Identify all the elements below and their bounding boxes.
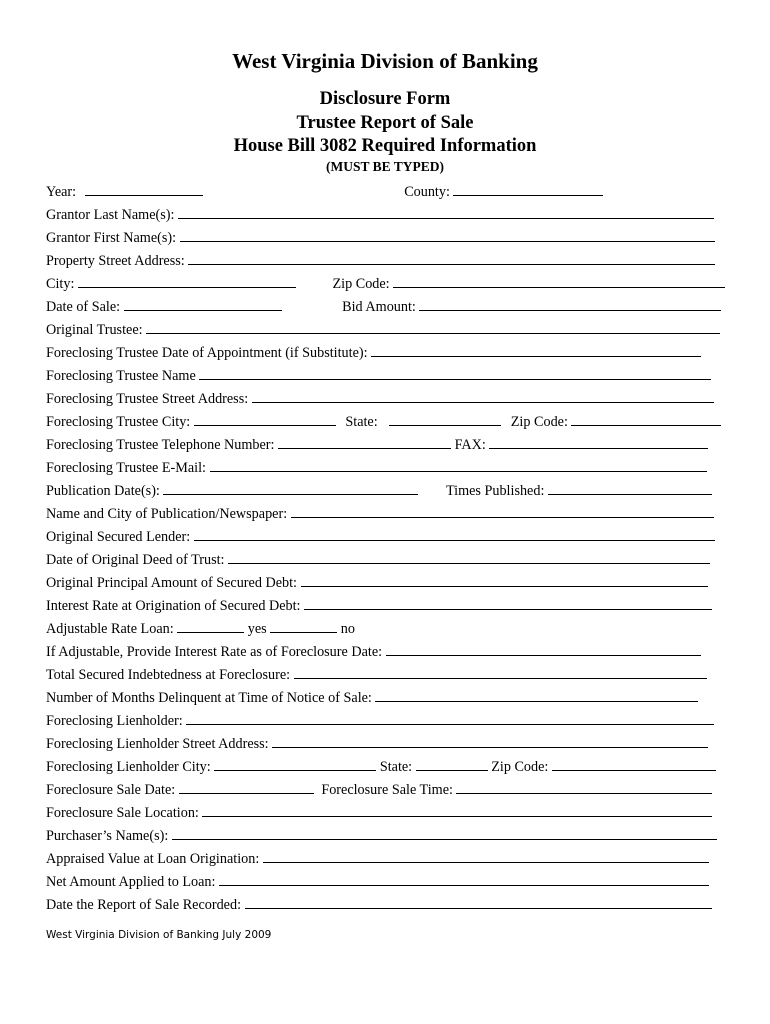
- row-fl-holder: [46, 711, 714, 729]
- row-orig-lender: [46, 527, 715, 545]
- if-adjustable-field[interactable]: [386, 642, 701, 656]
- fl-city-label: Foreclosing Lienholder City:: [46, 759, 211, 775]
- ft-state-label: State:: [345, 414, 378, 430]
- interest-rate-field[interactable]: [304, 596, 712, 610]
- row-ft-street: [46, 389, 714, 407]
- row-fl-street: [46, 734, 708, 752]
- row-city-zip: [46, 274, 725, 292]
- net-amount-field[interactable]: [219, 872, 709, 886]
- page-title: West Virginia Division of Banking: [232, 49, 538, 73]
- row-publication: [46, 481, 712, 499]
- ft-email-field[interactable]: [210, 458, 707, 472]
- year-field[interactable]: [85, 182, 203, 196]
- times-published-field[interactable]: [548, 481, 712, 495]
- county-label: County:: [404, 184, 450, 200]
- row-adjustable: [46, 619, 355, 637]
- grantor-first-field[interactable]: [180, 228, 715, 242]
- times-published-label: Times Published:: [445, 483, 545, 499]
- total-secured-label: Total Secured Indebtedness at Foreclosure:: [46, 667, 291, 683]
- ft-city-label: Foreclosing Trustee City:: [46, 414, 191, 430]
- name-city-pub-label: Name and City of Publication/Newspaper:: [46, 506, 288, 522]
- months-delinquent-label: Number of Months Delinquent at Time of Notice of Sale:: [46, 690, 372, 706]
- ft-email-label: Foreclosing Trustee E-Mail:: [46, 460, 206, 476]
- row-date-deed: [46, 550, 710, 568]
- ft-phone-label: Foreclosing Trustee Telephone Number:: [46, 437, 275, 453]
- months-delinquent-field[interactable]: [375, 688, 698, 702]
- interest-rate-label: Interest Rate at Origination of Secured Debt:: [46, 598, 301, 614]
- orig-lender-field[interactable]: [194, 527, 715, 541]
- ft-street-label: Foreclosing Trustee Street Address:: [46, 391, 249, 407]
- ft-street-field[interactable]: [252, 389, 714, 403]
- appraised-field[interactable]: [263, 849, 709, 863]
- fs-time-label: Foreclosure Sale Time:: [321, 782, 453, 798]
- fs-location-label: Foreclosure Sale Location:: [46, 805, 199, 821]
- zip-label: Zip Code:: [332, 276, 390, 292]
- grantor-last-field[interactable]: [178, 205, 714, 219]
- pub-dates-field[interactable]: [163, 481, 418, 495]
- fl-holder-field[interactable]: [186, 711, 714, 725]
- row-fs-date-time: [46, 780, 712, 798]
- ft-appointment-label: Foreclosing Trustee Date of Appointment (if Substitute):: [46, 345, 368, 361]
- row-appraised: [46, 849, 709, 867]
- row-net-amount: [46, 872, 709, 890]
- row-purchaser: [46, 826, 717, 844]
- ft-phone-field[interactable]: [278, 435, 451, 449]
- grantor-first-label: Grantor First Name(s):: [46, 230, 177, 246]
- orig-lender-label: Original Secured Lender:: [46, 529, 191, 545]
- row-ft-phone: [46, 435, 708, 453]
- ft-zip-field[interactable]: [571, 412, 721, 426]
- ft-name-label: Foreclosing Trustee Name: [46, 368, 196, 384]
- row-original-trustee: [46, 320, 720, 338]
- original-trustee-label: Original Trustee:: [46, 322, 143, 338]
- ft-state-field[interactable]: [389, 412, 501, 426]
- no-label: no: [340, 621, 355, 637]
- total-secured-field[interactable]: [294, 665, 707, 679]
- row-interest-rate: [46, 596, 712, 614]
- bid-amount-label: Bid Amount:: [342, 299, 416, 315]
- row-grantor-first: [46, 228, 715, 246]
- date-of-sale-label: Date of Sale:: [46, 299, 121, 315]
- city-field[interactable]: [78, 274, 296, 288]
- row-fs-location: [46, 803, 712, 821]
- row-fl-city: [46, 757, 716, 775]
- fl-state-field[interactable]: [416, 757, 488, 771]
- row-name-city-pub: [46, 504, 714, 522]
- city-label: City:: [46, 276, 75, 292]
- net-amount-label: Net Amount Applied to Loan:: [46, 874, 216, 890]
- ft-name-field[interactable]: [199, 366, 711, 380]
- row-ft-name: [46, 366, 711, 384]
- form-subtitle: Disclosure Form: [319, 89, 451, 109]
- fs-date-field[interactable]: [179, 780, 314, 794]
- fl-zip-label: Zip Code:: [491, 759, 549, 775]
- year-label: Year:: [46, 184, 77, 200]
- ft-city-field[interactable]: [194, 412, 336, 426]
- appraised-label: Appraised Value at Loan Origination:: [46, 851, 260, 867]
- date-deed-label: Date of Original Deed of Trust:: [46, 552, 225, 568]
- row-months-delinquent: [46, 688, 698, 706]
- county-field[interactable]: [453, 182, 603, 196]
- date-of-sale-field[interactable]: [124, 297, 282, 311]
- original-trustee-field[interactable]: [146, 320, 720, 334]
- date-recorded-label: Date the Report of Sale Recorded:: [46, 897, 242, 913]
- footer-text: West Virginia Division of Banking July 2009: [46, 929, 272, 941]
- report-subtitle: Trustee Report of Sale: [296, 113, 474, 133]
- yes-label: yes: [247, 621, 267, 637]
- date-recorded-field[interactable]: [245, 895, 712, 909]
- zip-field[interactable]: [393, 274, 725, 288]
- adjustable-no-field[interactable]: [270, 619, 337, 633]
- row-property-street: [46, 251, 715, 269]
- if-adjustable-label: If Adjustable, Provide Interest Rate as of Foreclosure Date:: [46, 644, 383, 660]
- row-ft-city: [46, 412, 721, 430]
- row-sale-bid: [46, 297, 721, 315]
- purchaser-field[interactable]: [172, 826, 717, 840]
- property-street-field[interactable]: [188, 251, 715, 265]
- fl-street-label: Foreclosing Lienholder Street Address:: [46, 736, 269, 752]
- ft-fax-field[interactable]: [489, 435, 708, 449]
- row-ft-appointment: [46, 343, 701, 361]
- row-total-secured: [46, 665, 707, 683]
- date-deed-field[interactable]: [228, 550, 710, 564]
- fl-state-label: State:: [379, 759, 413, 775]
- row-year-county: [46, 182, 603, 200]
- bid-amount-field[interactable]: [419, 297, 721, 311]
- pub-dates-label: Publication Date(s):: [46, 483, 160, 499]
- row-ft-email: [46, 458, 707, 476]
- fl-holder-label: Foreclosing Lienholder:: [46, 713, 183, 729]
- fs-time-field[interactable]: [456, 780, 712, 794]
- adjustable-yes-field[interactable]: [177, 619, 244, 633]
- row-orig-principal: [46, 573, 708, 591]
- typed-note: (MUST BE TYPED): [325, 159, 445, 174]
- ft-appointment-field[interactable]: [371, 343, 701, 357]
- adjustable-label: Adjustable Rate Loan:: [46, 621, 174, 637]
- row-grantor-last: [46, 205, 714, 223]
- name-city-pub-field[interactable]: [291, 504, 714, 518]
- bill-subtitle: House Bill 3082 Required Information: [233, 136, 537, 156]
- fl-zip-field[interactable]: [552, 757, 716, 771]
- fl-city-field[interactable]: [214, 757, 376, 771]
- fs-location-field[interactable]: [202, 803, 712, 817]
- grantor-last-label: Grantor Last Name(s):: [46, 207, 175, 223]
- fs-date-label: Foreclosure Sale Date:: [46, 782, 176, 798]
- orig-principal-label: Original Principal Amount of Secured Debt:: [46, 575, 297, 591]
- orig-principal-field[interactable]: [301, 573, 708, 587]
- fl-street-field[interactable]: [272, 734, 708, 748]
- ft-zip-label: Zip Code:: [510, 414, 568, 430]
- row-date-recorded: [46, 895, 712, 913]
- purchaser-label: Purchaser’s Name(s):: [46, 828, 169, 844]
- ft-fax-label: FAX:: [454, 437, 486, 453]
- row-if-adjustable: [46, 642, 701, 660]
- property-street-label: Property Street Address:: [46, 253, 185, 269]
